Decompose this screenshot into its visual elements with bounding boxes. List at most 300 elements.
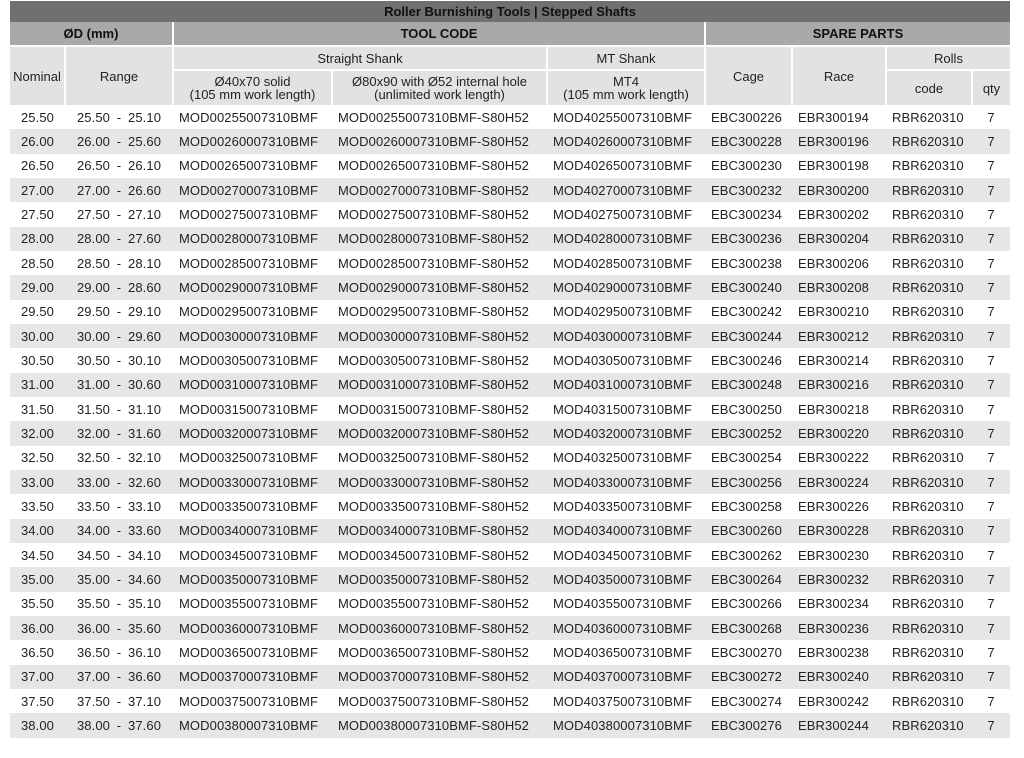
- range-from: 29.50: [76, 304, 110, 320]
- cell-straight-solid-code: MOD00295007310BMF: [173, 300, 332, 324]
- range-to: 29.60: [128, 328, 162, 344]
- cell-rolls-qty: 7: [972, 446, 1010, 470]
- cell-straight-solid-code: MOD00360007310BMF: [173, 616, 332, 640]
- cell-rolls-qty: 7: [972, 421, 1010, 445]
- cell-cage: EBC300230: [705, 154, 792, 178]
- range-from: 25.50: [76, 109, 110, 125]
- cell-straight-hole-code: MOD00330007310BMF-S80H52: [332, 470, 547, 494]
- cell-race: EBR300222: [792, 446, 886, 470]
- range-separator: -: [116, 450, 122, 466]
- cell-rolls-qty: 7: [972, 129, 1010, 153]
- cell-range: [65, 251, 173, 275]
- range-to: 27.10: [128, 206, 162, 222]
- cell-rolls-code: RBR620310: [886, 567, 972, 591]
- table-row: [10, 592, 1010, 616]
- table-row: [10, 251, 1010, 275]
- table-row: [10, 178, 1010, 202]
- range-from: 33.00: [76, 474, 110, 490]
- range-to: 36.10: [128, 644, 162, 660]
- cell-rolls-code: RBR620310: [886, 494, 972, 518]
- cell-rolls-qty: 7: [972, 616, 1010, 640]
- header-range: Range: [65, 46, 173, 105]
- range-to: 26.60: [128, 182, 162, 198]
- header-hole-line1: Ø80x90 with Ø52 internal hole: [352, 74, 527, 89]
- cell-rolls-qty: 7: [972, 202, 1010, 226]
- cell-mt-shank-code: MOD40265007310BMF: [547, 154, 705, 178]
- range-from: 31.00: [76, 377, 110, 393]
- cell-straight-solid-code: MOD00310007310BMF: [173, 373, 332, 397]
- range-separator: -: [116, 596, 122, 612]
- cell-range: [65, 397, 173, 421]
- cell-nominal: 34.50: [10, 543, 65, 567]
- cell-straight-hole-code: MOD00350007310BMF-S80H52: [332, 567, 547, 591]
- group-tool-code: TOOL CODE: [173, 22, 705, 46]
- header-solid-line2: (105 mm work length): [189, 87, 316, 102]
- cell-straight-hole-code: MOD00335007310BMF-S80H52: [332, 494, 547, 518]
- cell-race: EBR300204: [792, 227, 886, 251]
- header-solid: [173, 70, 332, 105]
- cell-straight-hole-code: MOD00365007310BMF-S80H52: [332, 640, 547, 664]
- cell-nominal: 28.00: [10, 227, 65, 251]
- cell-cage: EBC300248: [705, 373, 792, 397]
- range-to: 28.60: [128, 279, 162, 295]
- cell-straight-hole-code: MOD00370007310BMF-S80H52: [332, 665, 547, 689]
- cell-straight-solid-code: MOD00290007310BMF: [173, 275, 332, 299]
- cell-nominal: 34.00: [10, 519, 65, 543]
- range-to: 32.60: [128, 474, 162, 490]
- cell-mt-shank-code: MOD40320007310BMF: [547, 421, 705, 445]
- cell-range: [65, 616, 173, 640]
- cell-range: [65, 202, 173, 226]
- cell-rolls-qty: 7: [972, 178, 1010, 202]
- cell-rolls-code: RBR620310: [886, 616, 972, 640]
- cell-rolls-code: RBR620310: [886, 348, 972, 372]
- cell-straight-solid-code: MOD00365007310BMF: [173, 640, 332, 664]
- cell-rolls-qty: 7: [972, 543, 1010, 567]
- cell-race: EBR300234: [792, 592, 886, 616]
- table-title: Roller Burnishing Tools | Stepped Shafts: [10, 1, 1010, 22]
- cell-rolls-qty: 7: [972, 154, 1010, 178]
- cell-mt-shank-code: MOD40285007310BMF: [547, 251, 705, 275]
- cell-nominal: 26.50: [10, 154, 65, 178]
- cell-range: [65, 592, 173, 616]
- cell-race: EBR300224: [792, 470, 886, 494]
- cell-mt-shank-code: MOD40335007310BMF: [547, 494, 705, 518]
- header-mt4: [547, 70, 705, 105]
- cell-cage: EBC300270: [705, 640, 792, 664]
- range-to: 28.10: [128, 255, 162, 271]
- cell-rolls-code: RBR620310: [886, 154, 972, 178]
- cell-rolls-qty: 7: [972, 275, 1010, 299]
- range-from: 34.50: [76, 547, 110, 563]
- header-internal-hole: [332, 70, 547, 105]
- range-from: 27.00: [76, 182, 110, 198]
- range-from: 26.00: [76, 133, 110, 149]
- cell-nominal: 27.50: [10, 202, 65, 226]
- cell-range: [65, 129, 173, 153]
- cell-mt-shank-code: MOD40305007310BMF: [547, 348, 705, 372]
- cell-rolls-code: RBR620310: [886, 129, 972, 153]
- cell-rolls-code: RBR620310: [886, 397, 972, 421]
- cell-cage: EBC300262: [705, 543, 792, 567]
- cell-rolls-code: RBR620310: [886, 689, 972, 713]
- cell-rolls-code: RBR620310: [886, 178, 972, 202]
- range-from: 38.00: [76, 717, 110, 733]
- cell-straight-hole-code: MOD00320007310BMF-S80H52: [332, 421, 547, 445]
- table-row: [10, 324, 1010, 348]
- cell-nominal: 27.00: [10, 178, 65, 202]
- range-from: 35.00: [76, 571, 110, 587]
- range-to: 25.60: [128, 133, 162, 149]
- cell-race: EBR300214: [792, 348, 886, 372]
- range-to: 35.10: [128, 596, 162, 612]
- header-mt-line1: MT4: [613, 74, 639, 89]
- cell-range: [65, 665, 173, 689]
- range-to: 32.10: [128, 450, 162, 466]
- cell-rolls-code: RBR620310: [886, 251, 972, 275]
- cell-cage: EBC300266: [705, 592, 792, 616]
- cell-rolls-code: RBR620310: [886, 275, 972, 299]
- cell-race: EBR300244: [792, 713, 886, 737]
- cell-rolls-qty: 7: [972, 227, 1010, 251]
- cell-mt-shank-code: MOD40310007310BMF: [547, 373, 705, 397]
- table-row: [10, 543, 1010, 567]
- cell-nominal: 35.00: [10, 567, 65, 591]
- cell-cage: EBC300252: [705, 421, 792, 445]
- cell-nominal: 31.50: [10, 397, 65, 421]
- cell-rolls-qty: 7: [972, 567, 1010, 591]
- cell-cage: EBC300260: [705, 519, 792, 543]
- cell-rolls-code: RBR620310: [886, 519, 972, 543]
- range-separator: -: [116, 231, 122, 247]
- cell-straight-solid-code: MOD00265007310BMF: [173, 154, 332, 178]
- cell-cage: EBC300228: [705, 129, 792, 153]
- range-separator: -: [116, 304, 122, 320]
- cell-range: [65, 494, 173, 518]
- cell-rolls-qty: 7: [972, 494, 1010, 518]
- cell-rolls-qty: 7: [972, 300, 1010, 324]
- table-row: [10, 154, 1010, 178]
- cell-race: EBR300216: [792, 373, 886, 397]
- cell-cage: EBC300258: [705, 494, 792, 518]
- cell-rolls-qty: 7: [972, 251, 1010, 275]
- range-separator: -: [116, 158, 122, 174]
- cell-mt-shank-code: MOD40360007310BMF: [547, 616, 705, 640]
- range-to: 35.60: [128, 620, 162, 636]
- cell-straight-solid-code: MOD00305007310BMF: [173, 348, 332, 372]
- range-separator: -: [116, 644, 122, 660]
- cell-mt-shank-code: MOD40290007310BMF: [547, 275, 705, 299]
- cell-rolls-code: RBR620310: [886, 300, 972, 324]
- table-row: [10, 519, 1010, 543]
- cell-range: [65, 154, 173, 178]
- table-row: [10, 227, 1010, 251]
- cell-race: EBR300212: [792, 324, 886, 348]
- cell-nominal: 30.00: [10, 324, 65, 348]
- cell-nominal: 33.50: [10, 494, 65, 518]
- group-diameter: ØD (mm): [10, 22, 173, 46]
- table-row: [10, 129, 1010, 153]
- range-from: 30.50: [76, 352, 110, 368]
- cell-rolls-qty: 7: [972, 665, 1010, 689]
- table-row: [10, 446, 1010, 470]
- cell-straight-solid-code: MOD00320007310BMF: [173, 421, 332, 445]
- table-row: [10, 689, 1010, 713]
- cell-range: [65, 543, 173, 567]
- cell-straight-solid-code: MOD00350007310BMF: [173, 567, 332, 591]
- cell-range: [65, 689, 173, 713]
- cell-range: [65, 373, 173, 397]
- cell-cage: EBC300226: [705, 105, 792, 129]
- cell-cage: EBC300272: [705, 665, 792, 689]
- range-to: 34.60: [128, 571, 162, 587]
- cell-race: EBR300196: [792, 129, 886, 153]
- range-separator: -: [116, 717, 122, 733]
- cell-mt-shank-code: MOD40365007310BMF: [547, 640, 705, 664]
- range-to: 36.60: [128, 669, 162, 685]
- cell-range: [65, 300, 173, 324]
- cell-straight-hole-code: MOD00315007310BMF-S80H52: [332, 397, 547, 421]
- cell-straight-solid-code: MOD00285007310BMF: [173, 251, 332, 275]
- range-separator: -: [116, 523, 122, 539]
- cell-rolls-code: RBR620310: [886, 227, 972, 251]
- table-row: [10, 494, 1010, 518]
- cell-nominal: 29.00: [10, 275, 65, 299]
- cell-rolls-code: RBR620310: [886, 421, 972, 445]
- range-from: 34.00: [76, 523, 110, 539]
- cell-rolls-qty: 7: [972, 373, 1010, 397]
- cell-straight-hole-code: MOD00275007310BMF-S80H52: [332, 202, 547, 226]
- cell-rolls-qty: 7: [972, 640, 1010, 664]
- cell-mt-shank-code: MOD40330007310BMF: [547, 470, 705, 494]
- cell-mt-shank-code: MOD40315007310BMF: [547, 397, 705, 421]
- cell-straight-hole-code: MOD00290007310BMF-S80H52: [332, 275, 547, 299]
- table-row: [10, 665, 1010, 689]
- cell-rolls-qty: 7: [972, 519, 1010, 543]
- cell-race: EBR300228: [792, 519, 886, 543]
- cell-mt-shank-code: MOD40260007310BMF: [547, 129, 705, 153]
- cell-straight-hole-code: MOD00375007310BMF-S80H52: [332, 689, 547, 713]
- cell-rolls-code: RBR620310: [886, 373, 972, 397]
- cell-mt-shank-code: MOD40300007310BMF: [547, 324, 705, 348]
- header-mt-shank: MT Shank: [547, 46, 705, 70]
- group-spare-parts: SPARE PARTS: [705, 22, 1010, 46]
- cell-rolls-qty: 7: [972, 592, 1010, 616]
- cell-race: EBR300218: [792, 397, 886, 421]
- cell-mt-shank-code: MOD40325007310BMF: [547, 446, 705, 470]
- range-separator: -: [116, 206, 122, 222]
- cell-rolls-qty: 7: [972, 713, 1010, 737]
- range-separator: -: [116, 133, 122, 149]
- cell-cage: EBC300234: [705, 202, 792, 226]
- cell-nominal: 28.50: [10, 251, 65, 275]
- header-race: Race: [792, 46, 886, 105]
- table-row: [10, 105, 1010, 129]
- range-separator: -: [116, 547, 122, 563]
- cell-nominal: 29.50: [10, 300, 65, 324]
- header-straight-shank: Straight Shank: [173, 46, 547, 70]
- range-separator: -: [116, 279, 122, 295]
- range-from: 37.00: [76, 669, 110, 685]
- cell-straight-solid-code: MOD00270007310BMF: [173, 178, 332, 202]
- header-mt-line2: (105 mm work length): [563, 87, 689, 102]
- cell-nominal: 35.50: [10, 592, 65, 616]
- cell-straight-hole-code: MOD00280007310BMF-S80H52: [332, 227, 547, 251]
- range-to: 30.10: [128, 352, 162, 368]
- cell-race: EBR300238: [792, 640, 886, 664]
- cell-straight-hole-code: MOD00325007310BMF-S80H52: [332, 446, 547, 470]
- cell-straight-hole-code: MOD00305007310BMF-S80H52: [332, 348, 547, 372]
- cell-race: EBR300232: [792, 567, 886, 591]
- cell-rolls-qty: 7: [972, 105, 1010, 129]
- cell-nominal: 31.00: [10, 373, 65, 397]
- range-from: 27.50: [76, 206, 110, 222]
- cell-mt-shank-code: MOD40340007310BMF: [547, 519, 705, 543]
- cell-straight-solid-code: MOD00370007310BMF: [173, 665, 332, 689]
- cell-nominal: 25.50: [10, 105, 65, 129]
- cell-range: [65, 446, 173, 470]
- cell-nominal: 32.00: [10, 421, 65, 445]
- cell-straight-hole-code: MOD00355007310BMF-S80H52: [332, 592, 547, 616]
- range-separator: -: [116, 255, 122, 271]
- range-separator: -: [116, 377, 122, 393]
- cell-straight-hole-code: MOD00285007310BMF-S80H52: [332, 251, 547, 275]
- range-to: 30.60: [128, 377, 162, 393]
- cell-straight-hole-code: MOD00270007310BMF-S80H52: [332, 178, 547, 202]
- cell-mt-shank-code: MOD40275007310BMF: [547, 202, 705, 226]
- cell-mt-shank-code: MOD40350007310BMF: [547, 567, 705, 591]
- table-row: [10, 348, 1010, 372]
- cell-straight-hole-code: MOD00310007310BMF-S80H52: [332, 373, 547, 397]
- cell-range: [65, 640, 173, 664]
- cell-straight-solid-code: MOD00330007310BMF: [173, 470, 332, 494]
- cell-rolls-code: RBR620310: [886, 543, 972, 567]
- cell-straight-hole-code: MOD00380007310BMF-S80H52: [332, 713, 547, 737]
- cell-cage: EBC300240: [705, 275, 792, 299]
- cell-nominal: 30.50: [10, 348, 65, 372]
- range-separator: -: [116, 571, 122, 587]
- range-separator: -: [116, 693, 122, 709]
- range-from: 32.50: [76, 450, 110, 466]
- cell-race: EBR300230: [792, 543, 886, 567]
- cell-nominal: 37.00: [10, 665, 65, 689]
- range-from: 28.50: [76, 255, 110, 271]
- range-to: 31.60: [128, 425, 162, 441]
- range-separator: -: [116, 425, 122, 441]
- cell-nominal: 36.00: [10, 616, 65, 640]
- cell-race: EBR300240: [792, 665, 886, 689]
- table-row: [10, 421, 1010, 445]
- range-from: 30.00: [76, 328, 110, 344]
- range-from: 36.00: [76, 620, 110, 636]
- cell-range: [65, 348, 173, 372]
- cell-nominal: 26.00: [10, 129, 65, 153]
- range-to: 33.60: [128, 523, 162, 539]
- range-separator: -: [116, 182, 122, 198]
- cell-straight-solid-code: MOD00355007310BMF: [173, 592, 332, 616]
- table-row: [10, 567, 1010, 591]
- header-rolls-code: code: [886, 70, 972, 105]
- cell-rolls-code: RBR620310: [886, 665, 972, 689]
- range-to: 31.10: [128, 401, 162, 417]
- range-to: 27.60: [128, 231, 162, 247]
- range-to: 26.10: [128, 158, 162, 174]
- cell-straight-solid-code: MOD00300007310BMF: [173, 324, 332, 348]
- range-from: 28.00: [76, 231, 110, 247]
- cell-range: [65, 421, 173, 445]
- table-row: [10, 373, 1010, 397]
- cell-straight-hole-code: MOD00255007310BMF-S80H52: [332, 105, 547, 129]
- cell-nominal: 32.50: [10, 446, 65, 470]
- cell-range: [65, 227, 173, 251]
- catalog-table: [10, 1, 1010, 738]
- range-from: 26.50: [76, 158, 110, 174]
- cell-cage: EBC300232: [705, 178, 792, 202]
- cell-nominal: 38.00: [10, 713, 65, 737]
- cell-straight-hole-code: MOD00360007310BMF-S80H52: [332, 616, 547, 640]
- range-to: 33.10: [128, 498, 162, 514]
- range-separator: -: [116, 669, 122, 685]
- cell-straight-solid-code: MOD00280007310BMF: [173, 227, 332, 251]
- header-solid-line1: Ø40x70 solid: [214, 74, 291, 89]
- header-nominal: Nominal: [10, 46, 65, 105]
- cell-straight-solid-code: MOD00255007310BMF: [173, 105, 332, 129]
- cell-cage: EBC300236: [705, 227, 792, 251]
- cell-rolls-code: RBR620310: [886, 105, 972, 129]
- table-row: [10, 640, 1010, 664]
- cell-cage: EBC300242: [705, 300, 792, 324]
- cell-mt-shank-code: MOD40295007310BMF: [547, 300, 705, 324]
- header-cage: Cage: [705, 46, 792, 105]
- cell-range: [65, 713, 173, 737]
- cell-range: [65, 275, 173, 299]
- cell-cage: EBC300246: [705, 348, 792, 372]
- range-to: 25.10: [128, 109, 162, 125]
- cell-mt-shank-code: MOD40345007310BMF: [547, 543, 705, 567]
- cell-cage: EBC300238: [705, 251, 792, 275]
- cell-range: [65, 470, 173, 494]
- cell-rolls-qty: 7: [972, 324, 1010, 348]
- cell-nominal: 37.50: [10, 689, 65, 713]
- cell-race: EBR300242: [792, 689, 886, 713]
- cell-mt-shank-code: MOD40280007310BMF: [547, 227, 705, 251]
- cell-cage: EBC300264: [705, 567, 792, 591]
- cell-range: [65, 324, 173, 348]
- cell-rolls-code: RBR620310: [886, 470, 972, 494]
- range-separator: -: [116, 498, 122, 514]
- range-separator: -: [116, 620, 122, 636]
- cell-cage: EBC300254: [705, 446, 792, 470]
- cell-straight-hole-code: MOD00300007310BMF-S80H52: [332, 324, 547, 348]
- range-from: 33.50: [76, 498, 110, 514]
- cell-mt-shank-code: MOD40370007310BMF: [547, 665, 705, 689]
- header-rolls-qty: qty: [972, 70, 1010, 105]
- cell-mt-shank-code: MOD40355007310BMF: [547, 592, 705, 616]
- table-body: [10, 105, 1010, 738]
- cell-rolls-qty: 7: [972, 397, 1010, 421]
- table-row: [10, 275, 1010, 299]
- cell-rolls-code: RBR620310: [886, 640, 972, 664]
- range-from: 36.50: [76, 644, 110, 660]
- cell-range: [65, 105, 173, 129]
- cell-straight-solid-code: MOD00375007310BMF: [173, 689, 332, 713]
- range-from: 29.00: [76, 279, 110, 295]
- cell-straight-hole-code: MOD00265007310BMF-S80H52: [332, 154, 547, 178]
- cell-range: [65, 519, 173, 543]
- cell-straight-solid-code: MOD00260007310BMF: [173, 129, 332, 153]
- range-to: 34.10: [128, 547, 162, 563]
- cell-race: EBR300210: [792, 300, 886, 324]
